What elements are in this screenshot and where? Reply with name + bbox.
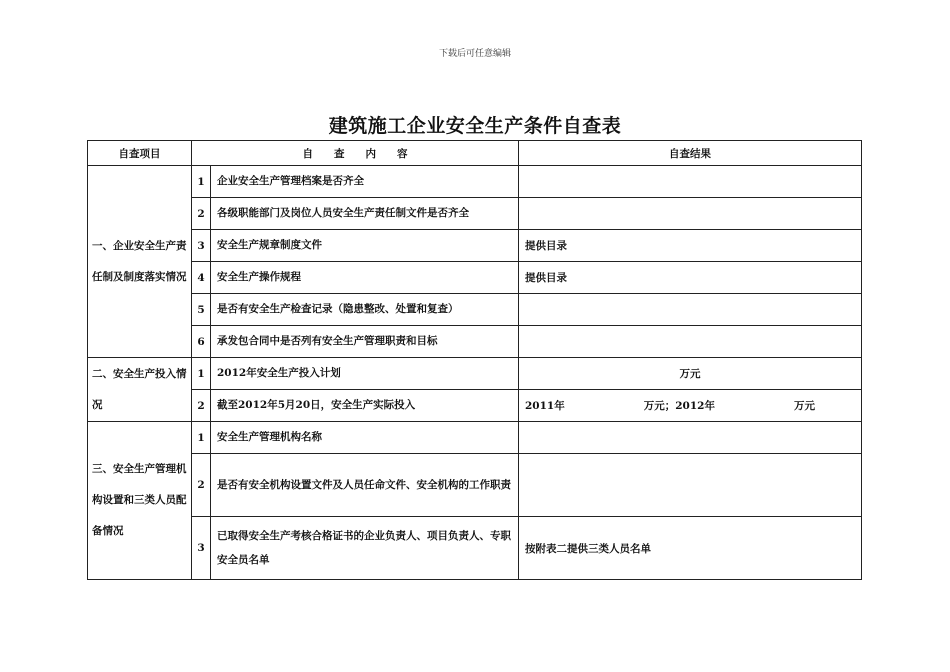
row-number: 5 [192, 294, 211, 326]
header-content: 自 查 内 容 [192, 141, 519, 166]
row-number: 3 [192, 517, 211, 580]
table-row [88, 294, 862, 326]
table-row [88, 358, 862, 390]
investment-2011-label: 2011年 [525, 400, 565, 412]
content-cell: 是否有安全机构设置文件及人员任命文件、安全机构的工作职责 [211, 454, 519, 517]
content-cell: 各级职能部门及岗位人员安全生产责任制文件是否齐全 [211, 198, 519, 230]
content-cell: 企业安全生产管理档案是否齐全 [211, 166, 519, 198]
category-cell: 一、企业安全生产责任制及制度落实情况 [88, 166, 192, 358]
result-cell [519, 390, 862, 422]
row-number: 6 [192, 326, 211, 358]
table-row [88, 166, 862, 198]
table-row [88, 326, 862, 358]
result-cell [519, 422, 862, 454]
self-check-table [87, 140, 862, 580]
header-category: 自查项目 [88, 141, 192, 166]
row-number: 2 [192, 454, 211, 517]
content-cell: 已取得安全生产考核合格证书的企业负责人、项目负责人、专职安全员名单 [211, 517, 519, 580]
table-header-row [88, 141, 862, 166]
table-row [88, 517, 862, 580]
row-number: 3 [192, 230, 211, 262]
row-number: 1 [192, 422, 211, 454]
row-number: 2 [192, 390, 211, 422]
result-cell: 提供目录 [519, 262, 862, 294]
header-note: 下载后可任意编辑 [438, 49, 511, 59]
content-cell: 2012年安全生产投入计划 [211, 358, 519, 390]
investment-2012-label: 万元；2012年 [643, 400, 715, 412]
header-result: 自查结果 [519, 141, 862, 166]
row-number: 1 [192, 166, 211, 198]
result-cell [519, 166, 862, 198]
row-number: 1 [192, 358, 211, 390]
category-cell: 三、安全生产管理机构设置和三类人员配备情况 [88, 422, 192, 580]
investment-unit-label: 万元 [794, 400, 815, 412]
result-cell: 按附表二提供三类人员名单 [519, 517, 862, 580]
result-cell [519, 326, 862, 358]
row-number: 4 [192, 262, 211, 294]
result-cell [519, 198, 862, 230]
result-cell: 提供目录 [519, 230, 862, 262]
result-cell [519, 294, 862, 326]
table-row [88, 454, 862, 517]
result-cell: 万元 [519, 358, 862, 390]
table-row [88, 230, 862, 262]
content-cell: 是否有安全生产检查记录（隐患整改、处置和复查） [211, 294, 519, 326]
content-cell: 承发包合同中是否列有安全生产管理职责和目标 [211, 326, 519, 358]
result-cell [519, 454, 862, 517]
table-row [88, 390, 862, 422]
content-cell: 截至2012年5月20日，安全生产实际投入 [211, 390, 519, 422]
category-cell: 二、安全生产投入情况 [88, 358, 192, 422]
table-row [88, 262, 862, 294]
content-cell: 安全生产规章制度文件 [211, 230, 519, 262]
table-row [88, 422, 862, 454]
content-cell: 安全生产操作规程 [211, 262, 519, 294]
row-number: 2 [192, 198, 211, 230]
table-row [88, 198, 862, 230]
content-cell: 安全生产管理机构名称 [211, 422, 519, 454]
document-title: 建筑施工企业安全生产条件自查表 [328, 115, 622, 137]
